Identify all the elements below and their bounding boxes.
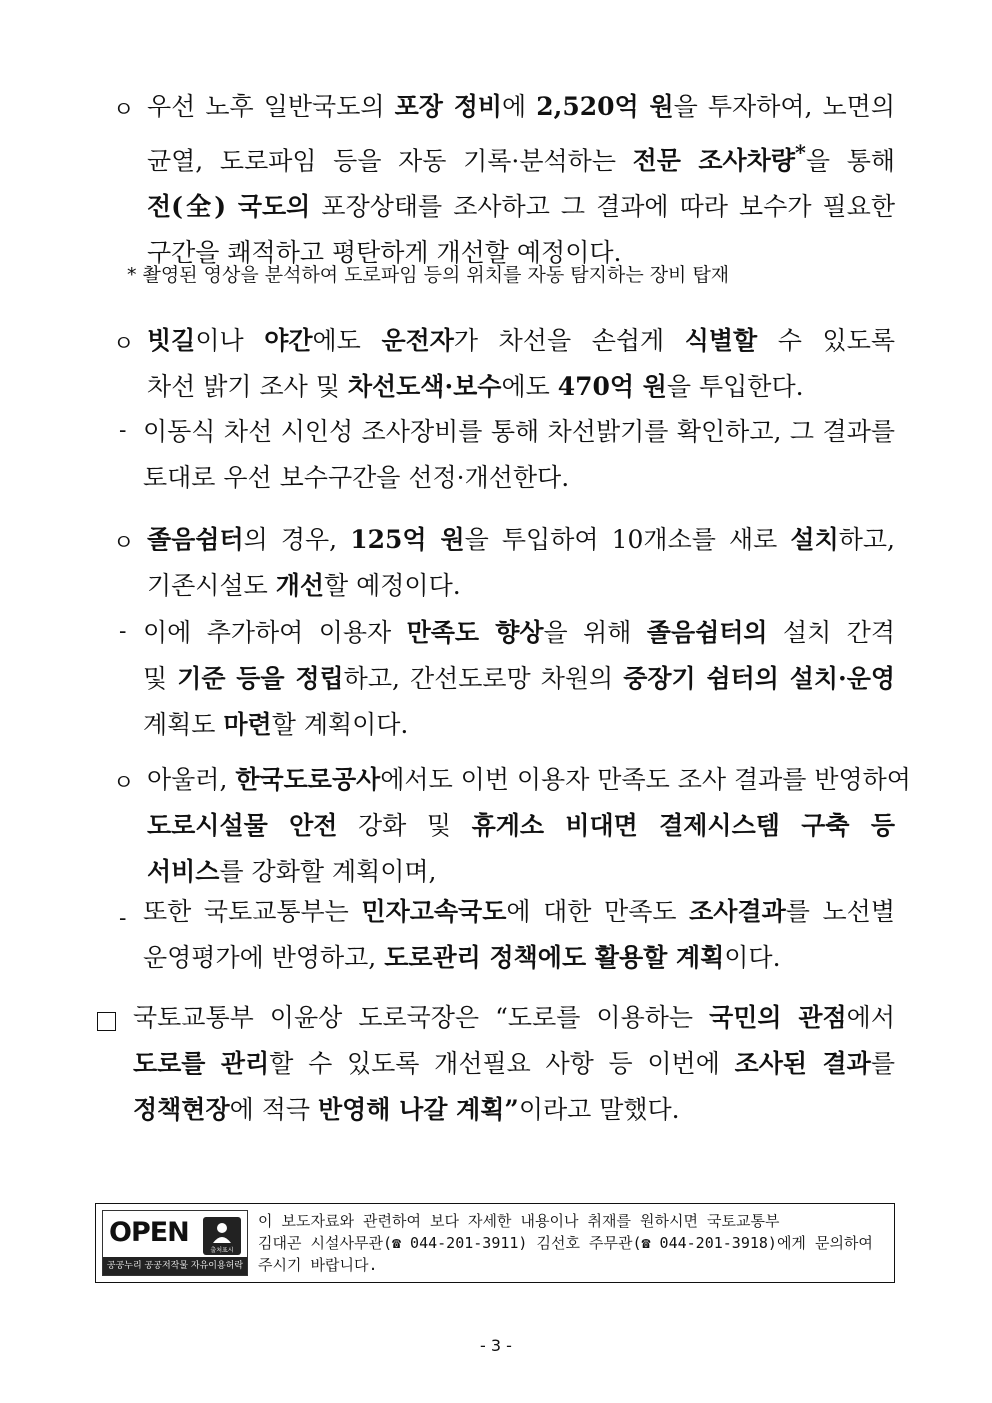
paragraph-road-pavement [147,84,895,276]
paragraph-line: 이동식 차선 시인성 조사장비를 통해 차선밝기를 확인하고, 그 결과를 [143,417,895,446]
paragraph-line: 운영평가에 반영하고, 도로관리 정책에도 활용할 계획이다. [143,943,781,972]
paragraph-line: 토대로 우선 보수구간을 선정·개선한다. [143,463,570,492]
paragraph-line: 빗길이나 야간에도 운전자가 차선을 손쉽게 식별할 수 있도록 [147,326,896,355]
footnote: * 촬영된 영상을 분석하여 도로파임 등의 위치를 자동 탐지하는 장비 탑재 [127,264,730,286]
kogl-caption: 공공누리 공공저작물 자유이용허락 [103,1257,247,1275]
contact-text [258,1210,890,1276]
bullet-marker: ㅇ [113,98,135,123]
bullet-marker: ㅇ [113,531,135,556]
contact-line: 김대곤 시설사무관(☎ 044-201-3911) 김선호 주무관(☎ 044-201-3918)에게 문의하여 [258,1234,873,1252]
paragraph-line: 균열, 도로파임 등을 자동 기록·분석하는 전문 조사차량*을 통해 [147,140,895,176]
attribution-mark-label: 출처표시 [210,1247,234,1254]
attribution-icon [203,1217,241,1255]
contact-box [95,1203,895,1283]
square-bullet-icon [97,1012,116,1031]
paragraph-line: 국토교통부 이윤상 도로국장은 “도로를 이용하는 국민의 관점에서 [133,1003,895,1032]
paragraph-lane-survey [143,409,895,501]
dash-marker: - [119,418,127,443]
paragraph-expressway-corp [147,757,911,895]
dash-marker: - [119,619,127,644]
paragraph-private-expressway [143,889,895,981]
contact-line: 주시기 바랍니다. [258,1256,378,1274]
paragraph-line: 전(全) 국도의 포장상태를 조사하고 그 결과에 따라 보수가 필요한 [147,192,895,222]
open-logo-text: OPEN [109,1217,189,1248]
bullet-marker: ㅇ [113,771,135,796]
paragraph-lane-visibility [147,318,895,410]
paragraph-line: 계획도 마련할 계획이다. [143,710,409,739]
paragraph-line: 구간을 쾌적하고 평탄하게 개선할 예정이다. [147,238,622,268]
paragraph-line: 도로를 관리할 수 있도록 개선필요 사항 등 이번에 조사된 결과를 [133,1049,895,1078]
kogl-open-badge [102,1210,248,1276]
paragraph-line: 정책현장에 적극 반영해 나갈 계획”이라고 말했다. [133,1095,680,1124]
contact-line: 이 보도자료와 관련하여 보다 자세한 내용이나 취재를 원하시면 국토교통부 [258,1212,780,1230]
paragraph-line: 아울러, 한국도로공사에서도 이번 이용자 만족도 조사 결과를 반영하여 [147,765,911,794]
paragraph-line: 우선 노후 일반국도의 포장 정비에 2,520억 원을 투자하여, 노면의 [147,92,895,121]
paragraph-line: 차선 밝기 조사 및 차선도색·보수에도 470억 원을 투입한다. [147,372,804,401]
paragraph-line: 또한 국토교통부는 민자고속국도에 대한 만족도 조사결과를 노선별 [143,897,895,926]
page-number: - 3 - [480,1336,512,1355]
dash-marker: - [119,906,127,931]
paragraph-line: 졸음쉼터의 경우, 125억 원을 투입하여 10개소를 새로 설치하고, [147,525,895,554]
paragraph-line: 서비스를 강화할 계획이며, [147,857,437,886]
paragraph-line: 기존시설도 개선할 예정이다. [147,571,461,600]
paragraph-line: 이에 추가하여 이용자 만족도 향상을 위해 졸음쉼터의 설치 간격 [143,618,895,647]
paragraph-line: 및 기준 등을 정립하고, 간선도로망 차원의 중장기 쉼터의 설치·운영 [143,664,895,693]
paragraph-shelter-plan [143,610,895,748]
bullet-marker: ㅇ [113,332,135,357]
paragraph-line: 도로시설물 안전 강화 및 휴게소 비대면 결제시스템 구축 등 [147,811,895,840]
paragraph-drowsy-shelter [147,517,895,609]
paragraph-director-quote [133,995,895,1133]
